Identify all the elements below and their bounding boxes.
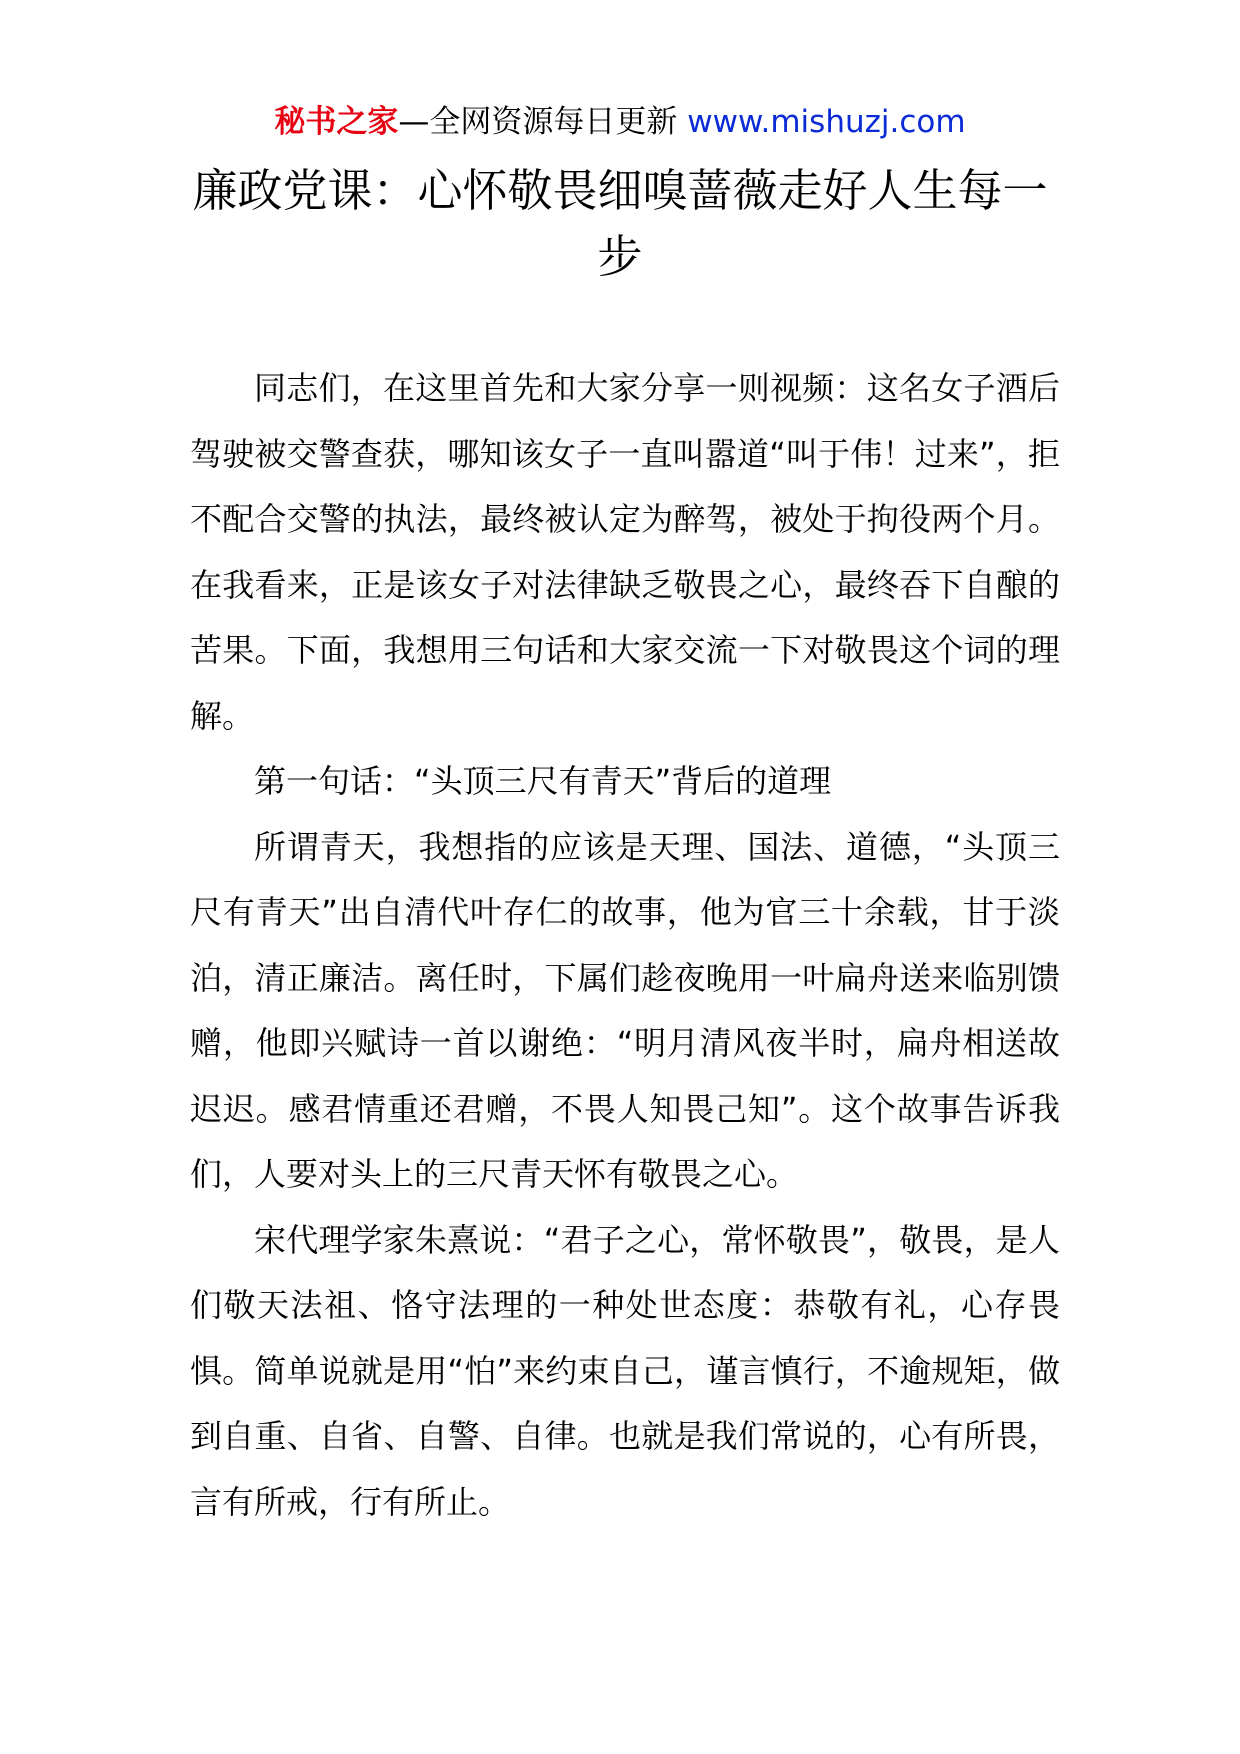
site-url-link[interactable]: www.mishuzj.com (687, 104, 966, 140)
site-tagline: —全网资源每日更新 (398, 104, 688, 140)
paragraph-intro: 同志们，在这里首先和大家分享一则视频：这名女子酒后驾驶被交警查获，哪知该女子一直叫嚣道“叫于伟！过来”，拒不配合交警的执法，最终被认定为醉驾，被处于拘役两个月。在我看来，正是该女子对法律缺乏敬畏之心，最终吞下自酿的苦果。下面，我想用三句话和大家交流一下对敬畏这个词的理解。 (190, 369, 1060, 735)
site-brand: 秘书之家 (274, 104, 399, 140)
site-header (0, 100, 1240, 144)
paragraph-section-heading: 第一句话：“头顶三尺有青天”背后的道理 (254, 762, 832, 800)
document-title: 廉政党课：心怀敬畏细嗅蔷薇走好人生每一步 (192, 164, 1048, 283)
document-body (190, 356, 1060, 1535)
paragraph-zhuxi: 宋代理学家朱熹说：“君子之心，常怀敬畏”，敬畏，是人们敬天法祖、恪守法理的一种处世态度：恭敬有礼，心存畏惧。简单说就是用“怕”来约束自己，谨言慎行，不逾规矩，做到自重、自省、自警、自律。也就是我们常说的，心有所畏，言有所戒，行有所止。 (190, 1220, 1060, 1521)
paragraph-qingtian: 所谓青天，我想指的应该是天理、国法、道德，“头顶三尺有青天”出自清代叶存仁的故事，他为官三十余载，甘于淡泊，清正廉洁。离任时，下属们趁夜晚用一叶扁舟送来临别馈赠，他即兴赋诗一首以谢绝：“明月清风夜半时，扁舟相送故迟迟。感君情重还君赠，不畏人知畏己知”。这个故事告诉我们，人要对头上的三尺青天怀有敬畏之心。 (190, 827, 1060, 1193)
